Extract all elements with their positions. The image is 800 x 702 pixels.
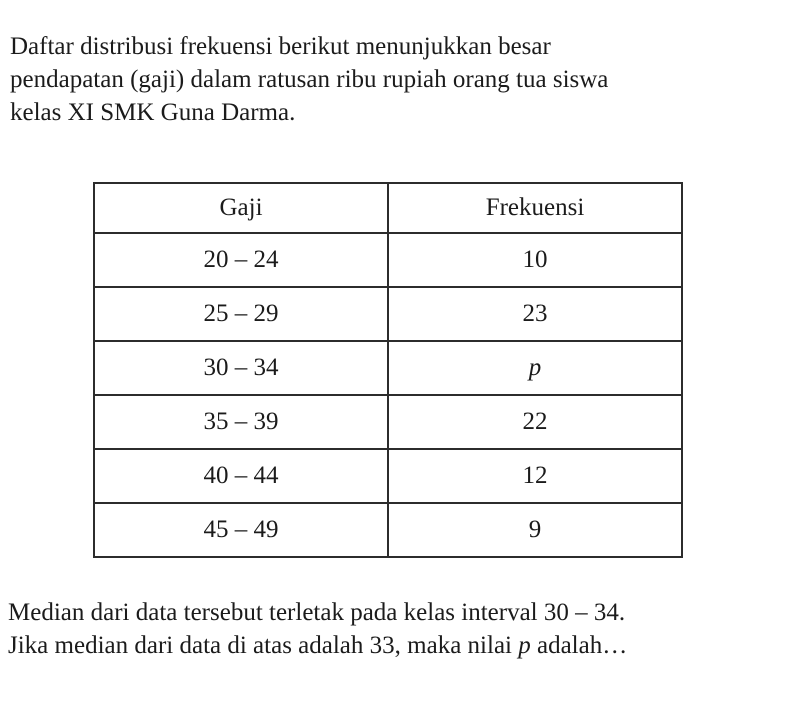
table-header-gaji: Gaji (94, 183, 388, 233)
gaji-cell: 35 – 39 (94, 395, 388, 449)
gaji-cell: 20 – 24 (94, 233, 388, 287)
table-row (94, 233, 682, 287)
table-row (94, 287, 682, 341)
gaji-cell: 45 – 49 (94, 503, 388, 557)
question-variable-p: p (518, 632, 531, 659)
intro-line-1: Daftar distribusi frekuensi berikut menunjukkan besar (10, 33, 551, 60)
question-line-2-before: Jika median dari data di atas adalah 33, maka nilai (8, 632, 519, 659)
table-row (94, 395, 682, 449)
gaji-cell: 30 – 34 (94, 341, 388, 395)
problem-intro (10, 30, 710, 129)
frekuensi-cell: 10 (388, 233, 682, 287)
table-row (94, 503, 682, 557)
question-text (8, 596, 798, 662)
gaji-cell: 40 – 44 (94, 449, 388, 503)
frekuensi-cell: 23 (388, 287, 682, 341)
intro-line-3: kelas XI SMK Guna Darma. (10, 99, 296, 126)
frekuensi-cell-variable-p: p (388, 341, 682, 395)
gaji-cell: 25 – 29 (94, 287, 388, 341)
frequency-table (93, 182, 683, 558)
table-header-row (94, 183, 682, 233)
frekuensi-cell: 12 (388, 449, 682, 503)
table-header-frekuensi: Frekuensi (388, 183, 682, 233)
frekuensi-cell: 22 (388, 395, 682, 449)
question-line-2-after: adalah… (530, 632, 628, 659)
question-line-2 (8, 629, 798, 662)
table-row (94, 449, 682, 503)
frekuensi-cell: 9 (388, 503, 682, 557)
intro-line-2: pendapatan (gaji) dalam ratusan ribu rupiah orang tua siswa (10, 66, 609, 93)
question-line-1: Median dari data tersebut terletak pada kelas interval 30 – 34. (8, 599, 626, 626)
table-row (94, 341, 682, 395)
